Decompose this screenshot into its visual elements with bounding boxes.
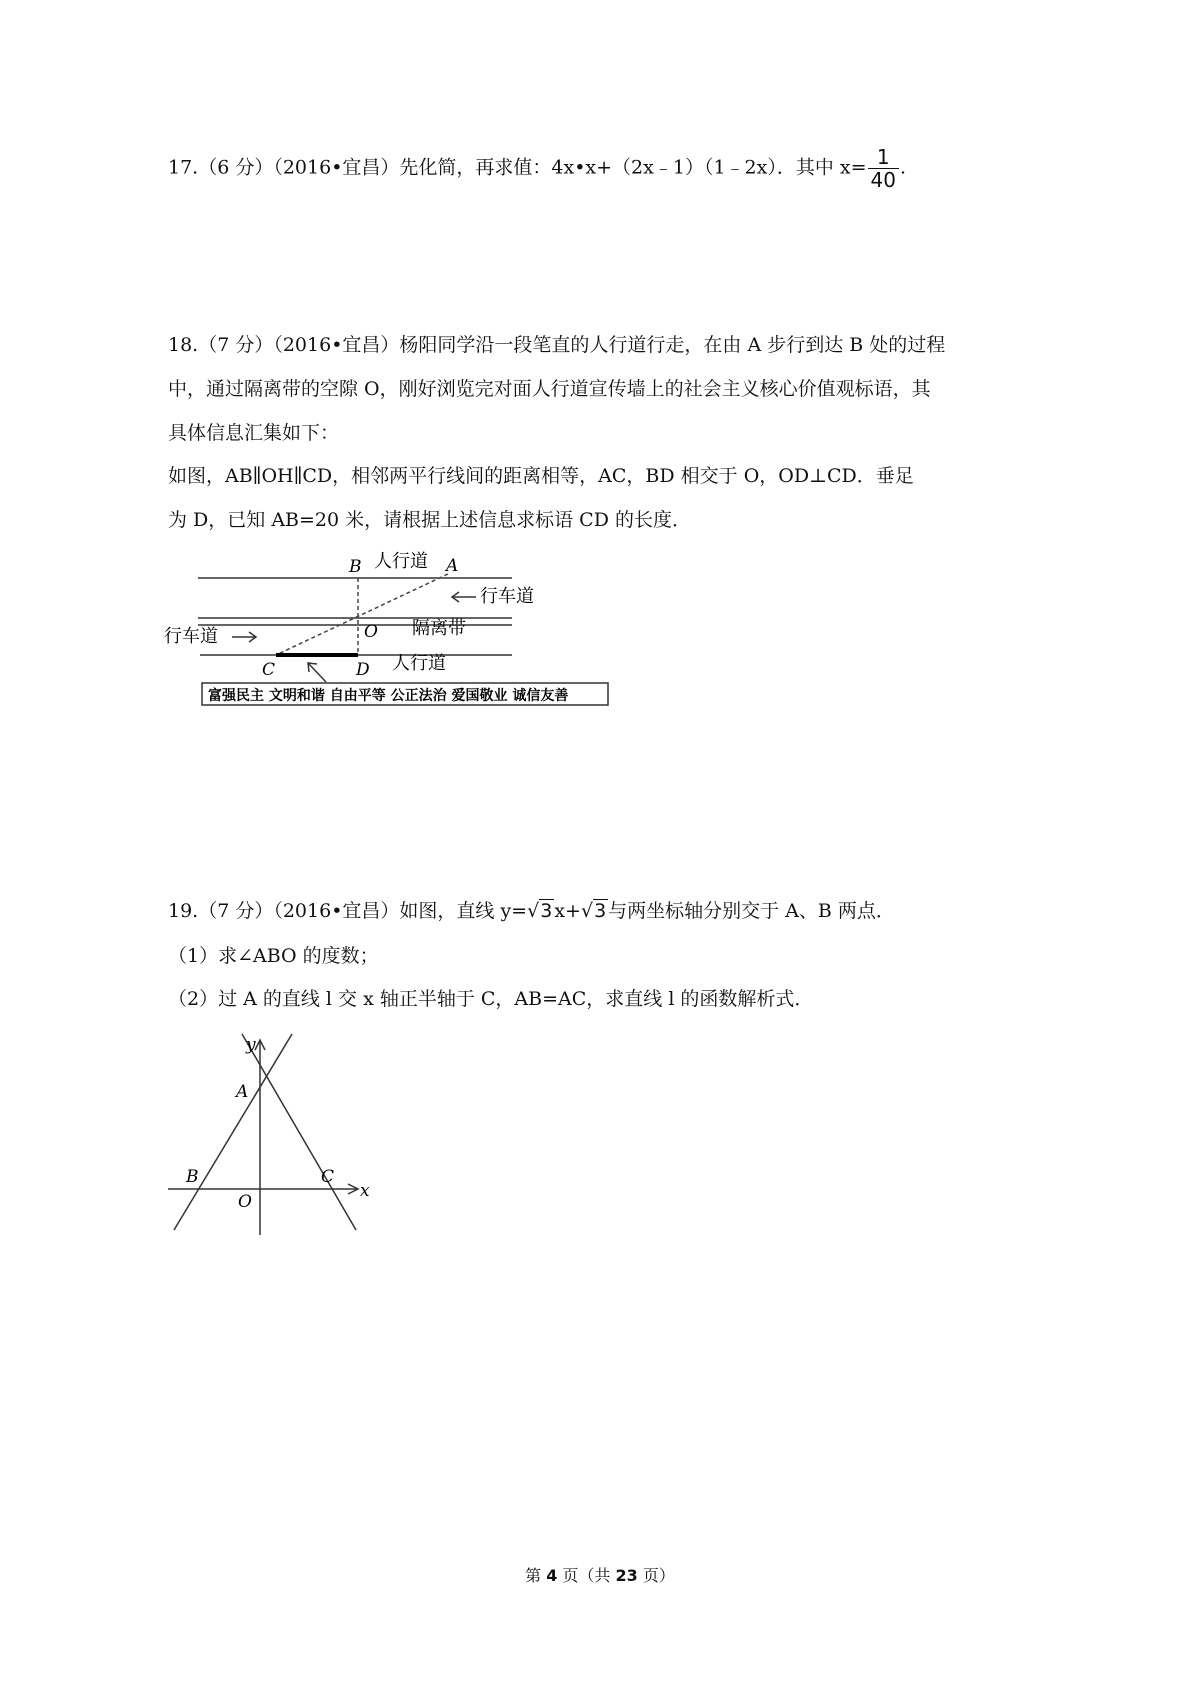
- q19-part-2: （2）过 A 的直线 l 交 x 轴正半轴于 C，AB=AC，求直线 l 的函数解析式．: [168, 988, 814, 1010]
- label-sidewalk-top: 人行道: [374, 551, 428, 572]
- q19-sqrt-2-radicand: 3: [594, 900, 607, 922]
- footer-total-pages: 23: [615, 1566, 638, 1585]
- q19-mid: x+: [554, 900, 581, 922]
- page-footer: [0, 1563, 1200, 1586]
- q19-sqrt-2: √3: [580, 900, 607, 922]
- q17-end: .: [899, 156, 907, 179]
- footer-mid: 页（共: [557, 1566, 616, 1585]
- q19-pre: 19.（7 分）（2016•宜昌）如图，直线 y=: [168, 900, 528, 922]
- label-a: A: [236, 1082, 249, 1102]
- label-x: x: [360, 1181, 370, 1201]
- q18-line-1: 18.（7 分）（2016•宜昌）杨阳同学沿一段笔直的人行道行走，在由 A 步行到达 B 处的过程: [168, 334, 946, 356]
- q19-sqrt-1: √3: [527, 900, 553, 922]
- question-17: [168, 146, 906, 191]
- line-ab: [174, 1034, 292, 1230]
- q19-figure: [160, 1030, 380, 1245]
- label-b: B: [349, 557, 362, 577]
- label-median: 隔离带: [412, 618, 466, 639]
- label-y: y: [246, 1035, 256, 1055]
- arrow-up-icon: [308, 663, 326, 682]
- q17-text: 17.（6 分）（2016•宜昌）先化简，再求值：4x•x+（2x﹣1）（1﹣2x）．其中 x=: [168, 156, 867, 179]
- footer-post: 页）: [637, 1566, 675, 1585]
- q18-figure: [160, 545, 620, 710]
- q17-frac-denominator: 40: [870, 168, 896, 192]
- footer-page-number: 4: [546, 1566, 558, 1585]
- label-a: A: [446, 556, 459, 576]
- label-d: D: [356, 660, 370, 680]
- label-b: B: [186, 1167, 199, 1187]
- label-sidewalk-bottom: 人行道: [392, 653, 446, 674]
- question-19: [168, 897, 895, 925]
- q18-line-4: 如图，AB∥OH∥CD，相邻两平行线间的距离相等，AC，BD 相交于 O，OD⊥CD．垂足: [168, 465, 914, 487]
- q17-frac-numerator: 1: [868, 146, 899, 169]
- q18-line-2: 中，通过隔离带的空隙 O，刚好浏览完对面人行道宣传墙上的社会主义核心价值观标语，其: [168, 378, 931, 400]
- q19-sqrt-1-radicand: 3: [540, 900, 553, 922]
- q18-line-3: 具体信息汇集如下：: [168, 422, 340, 444]
- slogan-text: 富强民主 文明和谐 自由平等 公正法治 爱国敬业 诚信友善: [208, 688, 569, 704]
- dashed-line-ac: [276, 574, 448, 655]
- label-lane-left: 行车道: [164, 626, 218, 647]
- q17-fraction: [868, 146, 899, 191]
- label-c: C: [262, 660, 276, 680]
- label-lane-right: 行车道: [480, 586, 534, 607]
- arrow-left-icon: [452, 592, 476, 602]
- arrow-right-icon: [232, 632, 256, 642]
- q19-part-1: （1）求∠ABO 的度数；: [168, 945, 379, 967]
- line-l-ac: [242, 1034, 356, 1230]
- label-c: C: [321, 1167, 335, 1187]
- label-o: O: [364, 622, 378, 642]
- q18-line-5: 为 D，已知 AB=20 米，请根据上述信息求标语 CD 的长度．: [168, 509, 691, 531]
- label-o: O: [238, 1192, 252, 1212]
- footer-pre: 第: [525, 1566, 547, 1585]
- q19-post: 与两坐标轴分别交于 A、B 两点．: [608, 900, 895, 922]
